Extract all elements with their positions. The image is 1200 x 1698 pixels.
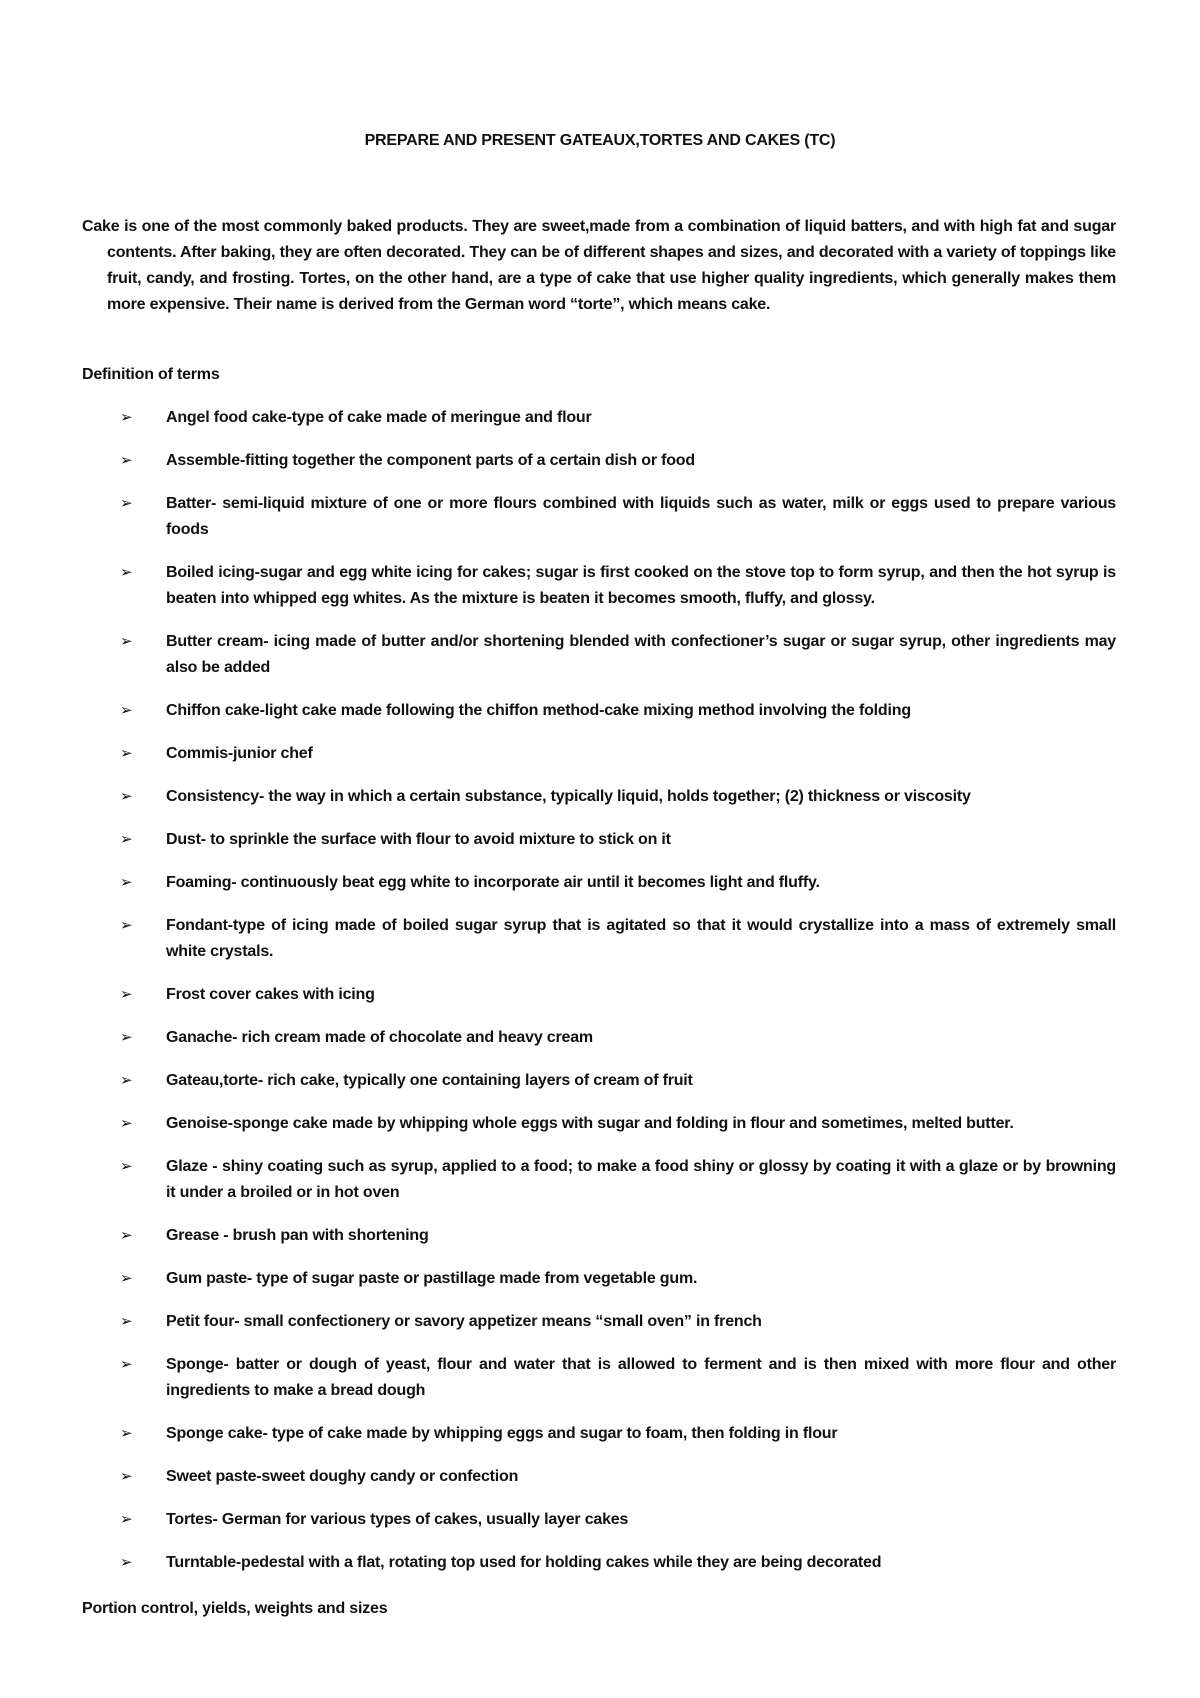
definition-text: Sweet paste-sweet doughy candy or confection — [166, 1468, 519, 1485]
arrow-bullet-icon: ➢ — [120, 1313, 133, 1330]
definition-list-item — [120, 491, 1116, 543]
arrow-bullet-icon: ➢ — [120, 1029, 133, 1046]
document-title: PREPARE AND PRESENT GATEAUX,TORTES AND CAKES (TC) — [364, 132, 836, 149]
definition-list-item — [120, 1154, 1116, 1206]
arrow-bullet-icon: ➢ — [120, 745, 133, 762]
arrow-bullet-icon: ➢ — [120, 1468, 133, 1485]
definitions-list — [120, 405, 1116, 1593]
arrow-bullet-icon: ➢ — [120, 1511, 133, 1528]
definition-list-item — [120, 698, 1116, 724]
definition-text: Assemble-fitting together the component parts of a certain dish or food — [166, 452, 695, 469]
definition-list-item — [120, 1352, 1116, 1404]
definition-list-item — [120, 1309, 1116, 1335]
arrow-bullet-icon: ➢ — [120, 564, 133, 581]
arrow-bullet-icon: ➢ — [120, 633, 133, 650]
definition-list-item — [120, 784, 1116, 810]
arrow-bullet-icon: ➢ — [120, 1425, 133, 1442]
definition-list-item — [120, 1266, 1116, 1292]
definition-text: Batter- semi-liquid mixture of one or more flours combined with liquids such as water, milk or eggs used to prepare various foods — [166, 495, 1116, 538]
definition-list-item — [120, 1421, 1116, 1447]
arrow-bullet-icon: ➢ — [120, 1270, 133, 1287]
arrow-bullet-icon: ➢ — [120, 409, 133, 426]
definition-text: Consistency- the way in which a certain substance, typically liquid, holds together; (2) thickness or viscosity — [166, 788, 971, 805]
definition-list-item — [120, 982, 1116, 1008]
arrow-bullet-icon: ➢ — [120, 1158, 133, 1175]
definition-list-item — [120, 870, 1116, 896]
definition-text: Sponge cake- type of cake made by whipping eggs and sugar to foam, then folding in flour — [166, 1425, 838, 1442]
definition-list-item — [120, 827, 1116, 853]
definition-text: Boiled icing-sugar and egg white icing for cakes; sugar is first cooked on the stove top to form syrup, and then the hot syrup is beaten into whipped egg whites. As the mixture is beaten it becomes smooth, fluffy, and glossy. — [166, 564, 1116, 607]
arrow-bullet-icon: ➢ — [120, 452, 133, 469]
definition-text: Glaze - shiny coating such as syrup, applied to a food; to make a food shiny or glossy by coating it with a glaze or by browning it under a broiled or in hot oven — [166, 1158, 1116, 1201]
definition-list-item — [120, 1507, 1116, 1533]
definition-text: Fondant-type of icing made of boiled sugar syrup that is agitated so that it would crystallize into a mass of extremely small white crystals. — [166, 917, 1116, 960]
arrow-bullet-icon: ➢ — [120, 1115, 133, 1132]
arrow-bullet-icon: ➢ — [120, 831, 133, 848]
definition-list-item — [120, 1550, 1116, 1576]
intro-paragraph: Cake is one of the most commonly baked products. They are sweet,made from a combination of liquid batters, and with high fat and sugar contents. After baking, they are often decorated. They can be of different shapes and sizes, and decorated with a variety of toppings like fruit, candy, and frosting. Tortes, on the other hand, are a type of cake that use higher quality ingredients, which generally makes them more expensive. Their name is derived from the German word “torte”, which means cake. — [82, 218, 1116, 313]
definition-text: Petit four- small confectionery or savory appetizer means “small oven” in french — [166, 1313, 762, 1330]
definition-list-item — [120, 1025, 1116, 1051]
definition-text: Sponge- batter or dough of yeast, flour and water that is allowed to ferment and is then mixed with more flour and other ingredients to make a bread dough — [166, 1356, 1116, 1399]
arrow-bullet-icon: ➢ — [120, 917, 133, 934]
portion-control-heading: Portion control, yields, weights and sizes — [82, 1600, 388, 1617]
definition-text: Grease - brush pan with shortening — [166, 1227, 429, 1244]
definition-list-item — [120, 560, 1116, 612]
definition-text: Ganache- rich cream made of chocolate and heavy cream — [166, 1029, 593, 1046]
definition-list-item — [120, 1464, 1116, 1490]
definition-text: Gateau,torte- rich cake, typically one containing layers of cream of fruit — [166, 1072, 693, 1089]
definition-text: Commis-junior chef — [166, 745, 313, 762]
definition-list-item — [120, 1223, 1116, 1249]
definition-list-item — [120, 913, 1116, 965]
arrow-bullet-icon: ➢ — [120, 1227, 133, 1244]
definition-text: Dust- to sprinkle the surface with flour to avoid mixture to stick on it — [166, 831, 671, 848]
arrow-bullet-icon: ➢ — [120, 702, 133, 719]
definition-list-item — [120, 1111, 1116, 1137]
definitions-heading: Definition of terms — [82, 366, 220, 383]
definition-text: Chiffon cake-light cake made following the chiffon method-cake mixing method involving the folding — [166, 702, 911, 719]
definition-text: Gum paste- type of sugar paste or pastillage made from vegetable gum. — [166, 1270, 698, 1287]
definition-list-item — [120, 448, 1116, 474]
arrow-bullet-icon: ➢ — [120, 1356, 133, 1373]
arrow-bullet-icon: ➢ — [120, 874, 133, 891]
definition-list-item — [120, 1068, 1116, 1094]
definition-text: Genoise-sponge cake made by whipping whole eggs with sugar and folding in flour and sometimes, melted butter. — [166, 1115, 1014, 1132]
arrow-bullet-icon: ➢ — [120, 986, 133, 1003]
definition-text: Foaming- continuously beat egg white to incorporate air until it becomes light and fluffy. — [166, 874, 820, 891]
definition-list-item — [120, 405, 1116, 431]
definition-list-item — [120, 741, 1116, 767]
definition-text: Angel food cake-type of cake made of meringue and flour — [166, 409, 592, 426]
definition-text: Frost cover cakes with icing — [166, 986, 375, 1003]
arrow-bullet-icon: ➢ — [120, 788, 133, 805]
arrow-bullet-icon: ➢ — [120, 495, 133, 512]
arrow-bullet-icon: ➢ — [120, 1072, 133, 1089]
definition-text: Butter cream- icing made of butter and/or shortening blended with confectioner’s sugar or sugar syrup, other ingredients may also be added — [166, 633, 1116, 676]
arrow-bullet-icon: ➢ — [120, 1554, 133, 1571]
definition-text: Turntable-pedestal with a flat, rotating top used for holding cakes while they are being decorated — [166, 1554, 882, 1571]
definition-list-item — [120, 629, 1116, 681]
definition-text: Tortes- German for various types of cakes, usually layer cakes — [166, 1511, 629, 1528]
